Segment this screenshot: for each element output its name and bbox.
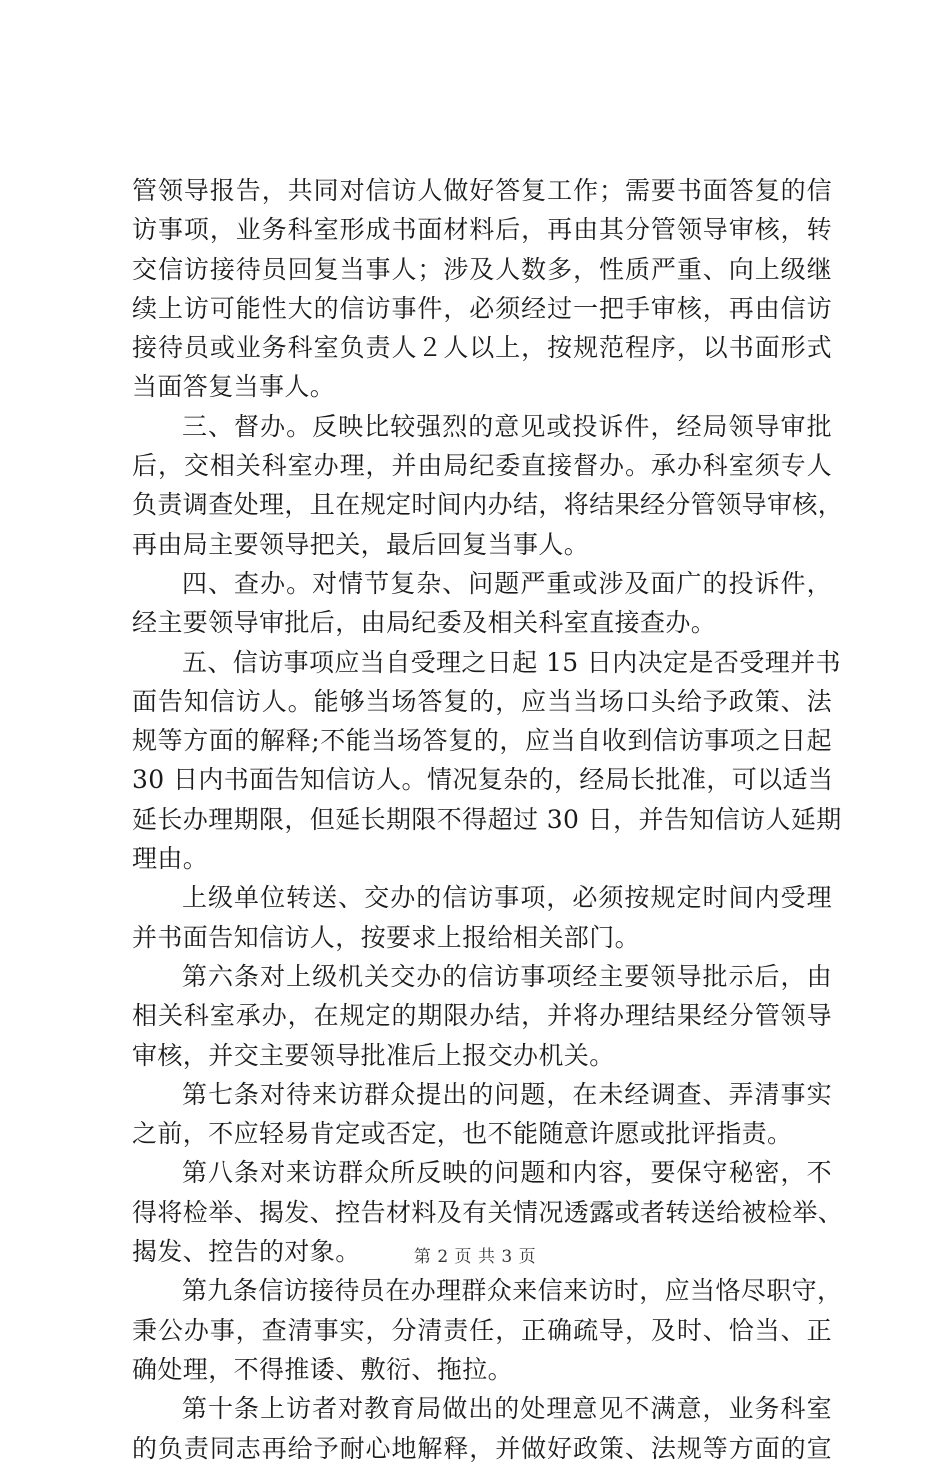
text-line: 面告知信访人。能够当场答复的，应当当场口头给予政策、法 [132, 686, 832, 716]
text-line: 管领导报告，共同对信访人做好答复工作；需要书面答复的信 [132, 176, 832, 205]
text-line: 后，交相关科室办理，并由局纪委直接督办。承办科室须专人 [132, 451, 832, 481]
text-line: 审核，并交主要领导批准后上报交办机关。 [132, 1040, 615, 1070]
text-line: 30 日内书面告知信访人。情况复杂的，经局长批准，可以适当 [132, 765, 834, 795]
text-line: 第十条上访者对教育局做出的处理意见不满意，业务科室 [182, 1394, 832, 1424]
text-line: 第八条对来访群众所反映的问题和内容，要保守秘密，不 [182, 1158, 832, 1188]
document-body [132, 171, 844, 1468]
text-line: 负责调查处理，且在规定时间内办结，将结果经分管领导审核， [132, 490, 844, 520]
text-line: 四、查办。对情节复杂、问题严重或涉及面广的投诉件， [182, 568, 832, 598]
text-line: 得将检举、揭发、控告材料及有关情况透露或者转送给被检举、 [132, 1197, 844, 1227]
text-line: 第七条对待来访群众提出的问题，在未经调查、弄清事实 [182, 1079, 832, 1109]
text-line: 延长办理期限，但延长期限不得超过 30 日，并告知信访人延期 [132, 804, 842, 834]
text-line: 访事项，业务科室形成书面材料后，再由其分管领导审核，转 [132, 215, 832, 245]
text-line: 交信访接待员回复当事人；涉及人数多，性质严重、向上级继 [132, 254, 832, 284]
text-line: 三、督办。反映比较强烈的意见或投诉件，经局领导审批 [182, 411, 832, 441]
text-line: 并书面告知信访人，按要求上报给相关部门。 [132, 922, 641, 952]
text-line: 揭发、控告的对象。 [132, 1237, 361, 1267]
text-line: 经主要领导审批后，由局纪委及相关科室直接查办。 [132, 608, 717, 638]
text-line: 之前，不应轻易肯定或否定，也不能随意许愿或批评指责。 [132, 1119, 793, 1149]
text-line: 的负责同志再给予耐心地解释，并做好政策、法规等方面的宣 [132, 1433, 832, 1463]
text-line: 上级单位转送、交办的信访事项，必须按规定时间内受理 [182, 883, 832, 913]
text-line: 确处理，不得推诿、敷衍、拖拉。 [132, 1354, 514, 1384]
text-line: 再由局主要领导把关，最后回复当事人。 [132, 529, 590, 559]
text-line: 第九条信访接待员在办理群众来信来访时，应当恪尽职守， [182, 1276, 843, 1306]
text-line: 续上访可能性大的信访事件，必须经过一把手审核，再由信访 [132, 293, 832, 323]
text-line: 规等方面的解释;不能当场答复的，应当自收到信访事项之日起 [132, 726, 832, 756]
text-line: 五、信访事项应当自受理之日起 15 日内决定是否受理并书 [182, 647, 841, 677]
text-line: 理由。 [132, 844, 209, 874]
text-line: 当面答复当事人。 [132, 372, 336, 402]
text-line: 接待员或业务科室负责人２人以上，按规范程序，以书面形式 [132, 333, 832, 363]
page-footer: 第 2 页 共 3 页 [413, 1247, 537, 1267]
text-line: 秉公办事，查清事实，分清责任，正确疏导，及时、恰当、正 [132, 1315, 832, 1345]
text-line: 第六条对上级机关交办的信访事项经主要领导批示后，由 [182, 961, 832, 991]
text-line: 相关科室承办，在规定的期限办结，并将办理结果经分管领导 [132, 1001, 832, 1031]
